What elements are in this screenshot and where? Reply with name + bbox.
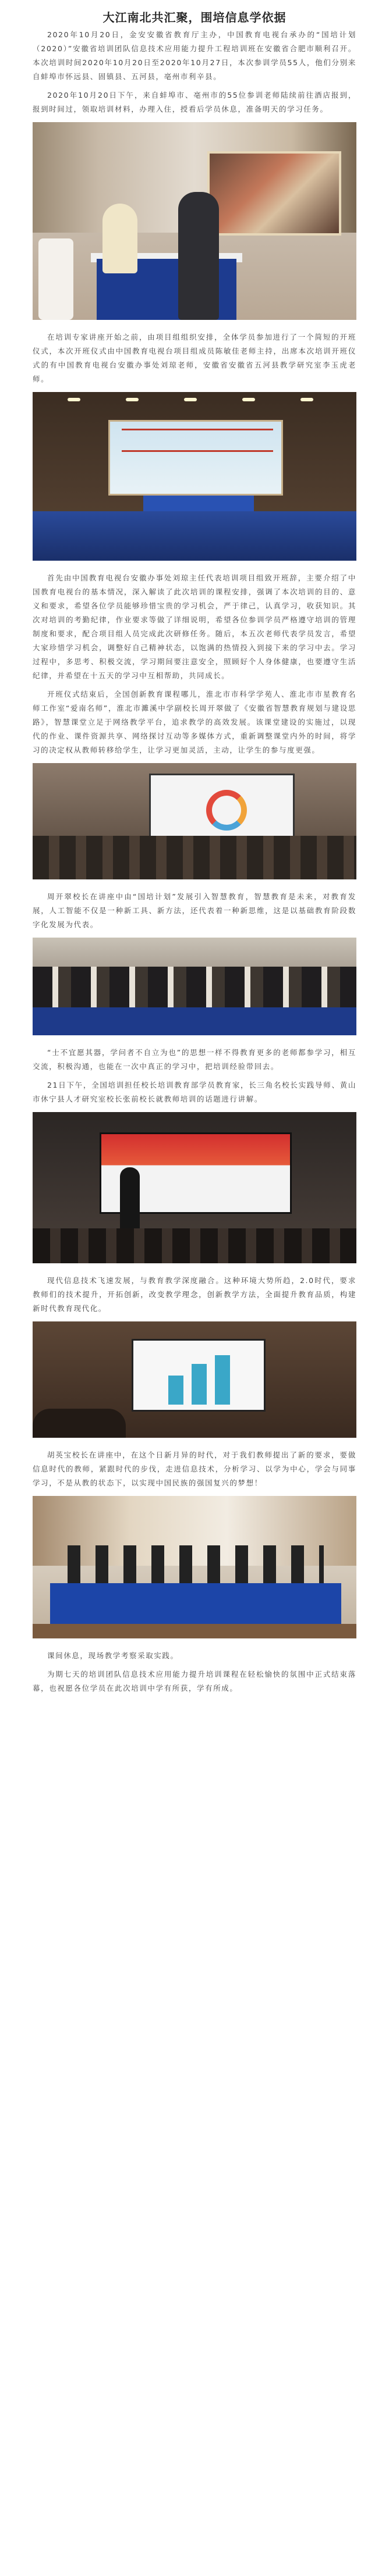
- speaker-slide-photo: [33, 1321, 356, 1438]
- front-table: [50, 1583, 341, 1624]
- article-title: 大江南北共汇聚，围培信息学依据: [102, 10, 287, 24]
- audience-photo: [33, 938, 356, 1035]
- paragraph-smart-education: 周开翠校长在讲座中由“国培计划”发展引入智慧教育，智慧教育是未来，对教育发展，人工智能不仅是一种新工具、新方法，还代表着一种新思维，这是以基础教育阶段数字化发展为代表。: [33, 892, 356, 929]
- registration-photo: [33, 122, 356, 320]
- projection-screen: [108, 420, 283, 496]
- presentation-photo: [33, 1112, 356, 1263]
- lecture-photo: [33, 763, 356, 879]
- paragraph-quote: “士不宜愿其器，学问者不自立为也”的思想一样不得教育更多的老师都参学习，相互交流，积极沟通，也能在一次中真正的学习中，把培训经验带回去。: [33, 1048, 356, 1071]
- slide-screen: [132, 1339, 266, 1412]
- paragraph-opening: 在培训专家讲座开始之前，由项目组组织安排，全体学员参加进行了一个简短的开班仪式，本次开班仪式由中国教育电视台项目组成员陈敏佳老师主持，出席本次培训开班仪式的有中国教育电视台安徽办事处刘琼老师，安徽省安徽省五河县教学研究室李玉虎老师。: [33, 333, 356, 383]
- paragraph-closing: 为期七天的培训团队信息技术应用能力提升培训课程在轻松愉快的氛围中正式结束落幕，也祝愿各位学员在此次培训中学有所获，学有所成。: [33, 1670, 356, 1693]
- teacher-person: [178, 192, 219, 320]
- paragraph-modern-tech: 现代信息技术飞速发展，与教育教学深度融合。这种环境大势所趋，2.0时代，要求教师们的技术提升，开拓创新，改变教学理念，创新教学方法，全面提升教育品质，构建新时代教育现代化。: [33, 1276, 356, 1313]
- opening-ceremony-photo: [33, 392, 356, 561]
- paragraph-lecture: 开班仪式结束后，全国创新教育课程哪儿，淮北市市科学学苑人、淮北市市星教育名师工作室“爱南名师”，淮北市濉溪中学副校长周开翠做了《安徽省智慧教育规划与建设思路》，智慧课堂立足于网络教学平台，追求教学的高效发展。该课堂建设的实施过，以现代的作业、课件资源共享、网络探讨互动等多媒体方式，重新调整课堂内外的时间，将学习的决定权从教师转移给学生，让学习更加灵活，主动，让学生的参与度更强。: [33, 690, 356, 754]
- staff-person: [102, 204, 137, 273]
- paragraph-afternoon: 21日下午，全国培训担任校长培训教育部学员教育家，长三角名校长实践导师、黄山市休宁县人才研究室校长张前校长就教师培训的话题进行讲解。: [33, 1081, 356, 1103]
- audience: [33, 836, 356, 879]
- paragraph-registration: 2020年10月20日下午，来自蚌埠市、亳州市的55位参训老师陆续前往酒店报到，报到时间过，领取培训材料，办理入住，授看后学员休息，准备明天的学习任务。: [33, 91, 356, 113]
- paragraph-break: 课间休息，现场教学考察采取实践。: [47, 1651, 179, 1660]
- closing-photo: [33, 1496, 356, 1638]
- paragraph-hu-yingbao: 胡英宝校长在讲座中，在这个日新月异的时代，对于我们教师提出了新的要求，要做信息时代的教师，紧跟时代的步伐，走进信息技术，分析学习、以学为中心，学会与同事学习，不是从教的状态下，以实现中国民族的强国复兴的梦想！: [33, 1451, 356, 1487]
- paragraph-speech: 首先由中国教育电视台安徽办事处刘琼主任代表培训项目组致开班辞，主要介绍了中国教育电视台的基本情况，深入解读了此次培训的课程安排，强调了本次培训的目的、意义和要求，希望各位学员能够珍惜宝贵的学习机会，严于律己，认真学习，收获知识。其次对培训的考勤纪律，作业要求等做了详细说明，希望各位参训学员严格遵守培训的管理制度和要求，配合项目组人员完成此次研修任务。随后，本五次老师代表学员发言，希望大家珍惜学习机会，调整好自己精神状态，以饱满的热情投入到接下来的学习中去。学习过程中，多思考、积极交流，学习期间要注意安全，照顾好个人身体健康，也要遵守生活纪律，并希望在十五天的学习中互相帮助，共同成长。: [33, 573, 356, 680]
- diagram-icon: [206, 790, 247, 831]
- paragraph-intro: 2020年10月20日，金安安徽省教育厅主办，中国教育电视台承办的“国培计划（2020）”安徽省培训团队信息技术应用能力提升工程培训班在安徽省合肥市顺利召开。本次培训时间2020年10月20日至2020年10月27日，本次参训学员55人，他们分别来自蚌埠市怀远县、固镇县、五河县，亳州市利辛县。: [33, 30, 356, 81]
- wall-painting: [207, 151, 341, 236]
- lecture-screen: [149, 774, 295, 843]
- stage: [33, 511, 356, 561]
